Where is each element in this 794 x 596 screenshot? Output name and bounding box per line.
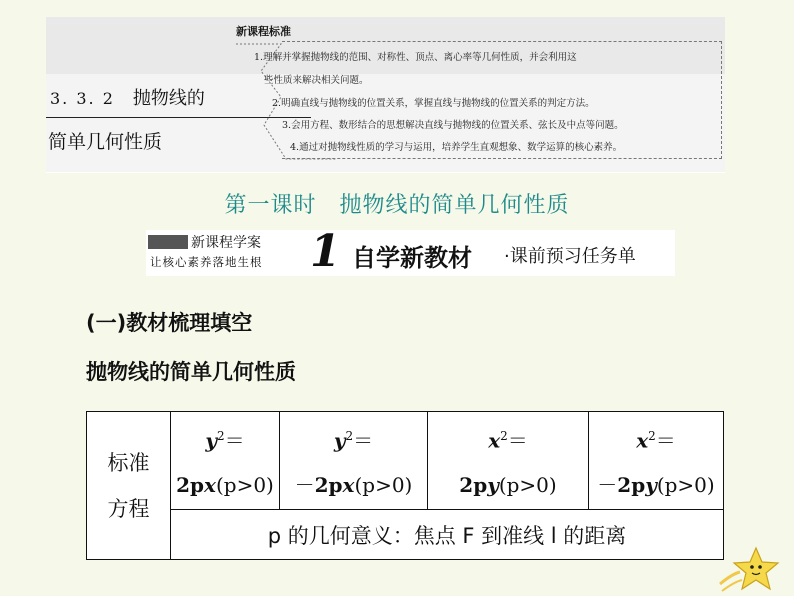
standard-item-2: 2.明确直线与抛物线的位置关系，掌握直线与抛物线的位置关系的判定方法。 <box>272 98 595 109</box>
row-header-standard-equation <box>87 412 171 560</box>
section-bar <box>146 226 675 277</box>
section-title-line2: 简单几何性质 <box>48 131 163 153</box>
header-banner <box>46 17 725 173</box>
label-sub: 让核心素养落地生根 <box>150 255 263 269</box>
equation-cell: $y^2=$ 2px(p>0) <box>171 412 280 510</box>
label-dark-block <box>148 235 188 249</box>
row-header-line2: 方程 <box>107 496 150 521</box>
star-mascot-icon <box>718 544 794 596</box>
lesson-heading: 第一课时 抛物线的简单几何性质 <box>224 193 570 218</box>
standard-item-1: 1.理解并掌握抛物线的范围、对称性、顶点、离心率等几何性质，并会利用这 <box>254 52 577 63</box>
equation-cell: $y^2=$ －2px(p>0) <box>280 412 428 510</box>
equation-cell: $x^2=$ 2py(p>0) <box>428 412 589 510</box>
section-bar-subtitle: ·课前预习任务单 <box>504 246 636 267</box>
section-number: 3. 3. 2 <box>50 89 115 108</box>
part-label: (一)教材梳理填空 <box>86 311 253 335</box>
row-header-line1: 标准 <box>107 450 150 475</box>
section-title-part1: 抛物线的 <box>132 88 205 109</box>
standard-item-3: 3.会用方程、数形结合的思想解决直线与抛物线的位置关系、弦长及中点等问题。 <box>282 120 624 131</box>
section-bar-label <box>146 230 306 276</box>
geometric-meaning-cell: p 的几何意义：焦点 F 到准线 l 的距离 <box>171 510 724 560</box>
table-row <box>87 510 724 560</box>
topic-label: 抛物线的简单几何性质 <box>86 360 296 384</box>
equation-cell: $x^2=$ －2py(p>0) <box>589 412 724 510</box>
standards-title: 新课程标准 <box>236 25 291 38</box>
section-bar-title: 自学新教材 <box>352 244 472 272</box>
standard-item-1-cont: 些性质来解决相关问题。 <box>264 75 369 86</box>
standard-item-4: 4.通过对抛物线性质的学习与运用，培养学生直观想象、数学运算的核心素养。 <box>290 142 623 153</box>
label-main: 新课程学案 <box>191 235 261 251</box>
table-row <box>87 412 724 510</box>
properties-table <box>86 411 724 560</box>
section-bar-number: 1 <box>310 226 341 277</box>
